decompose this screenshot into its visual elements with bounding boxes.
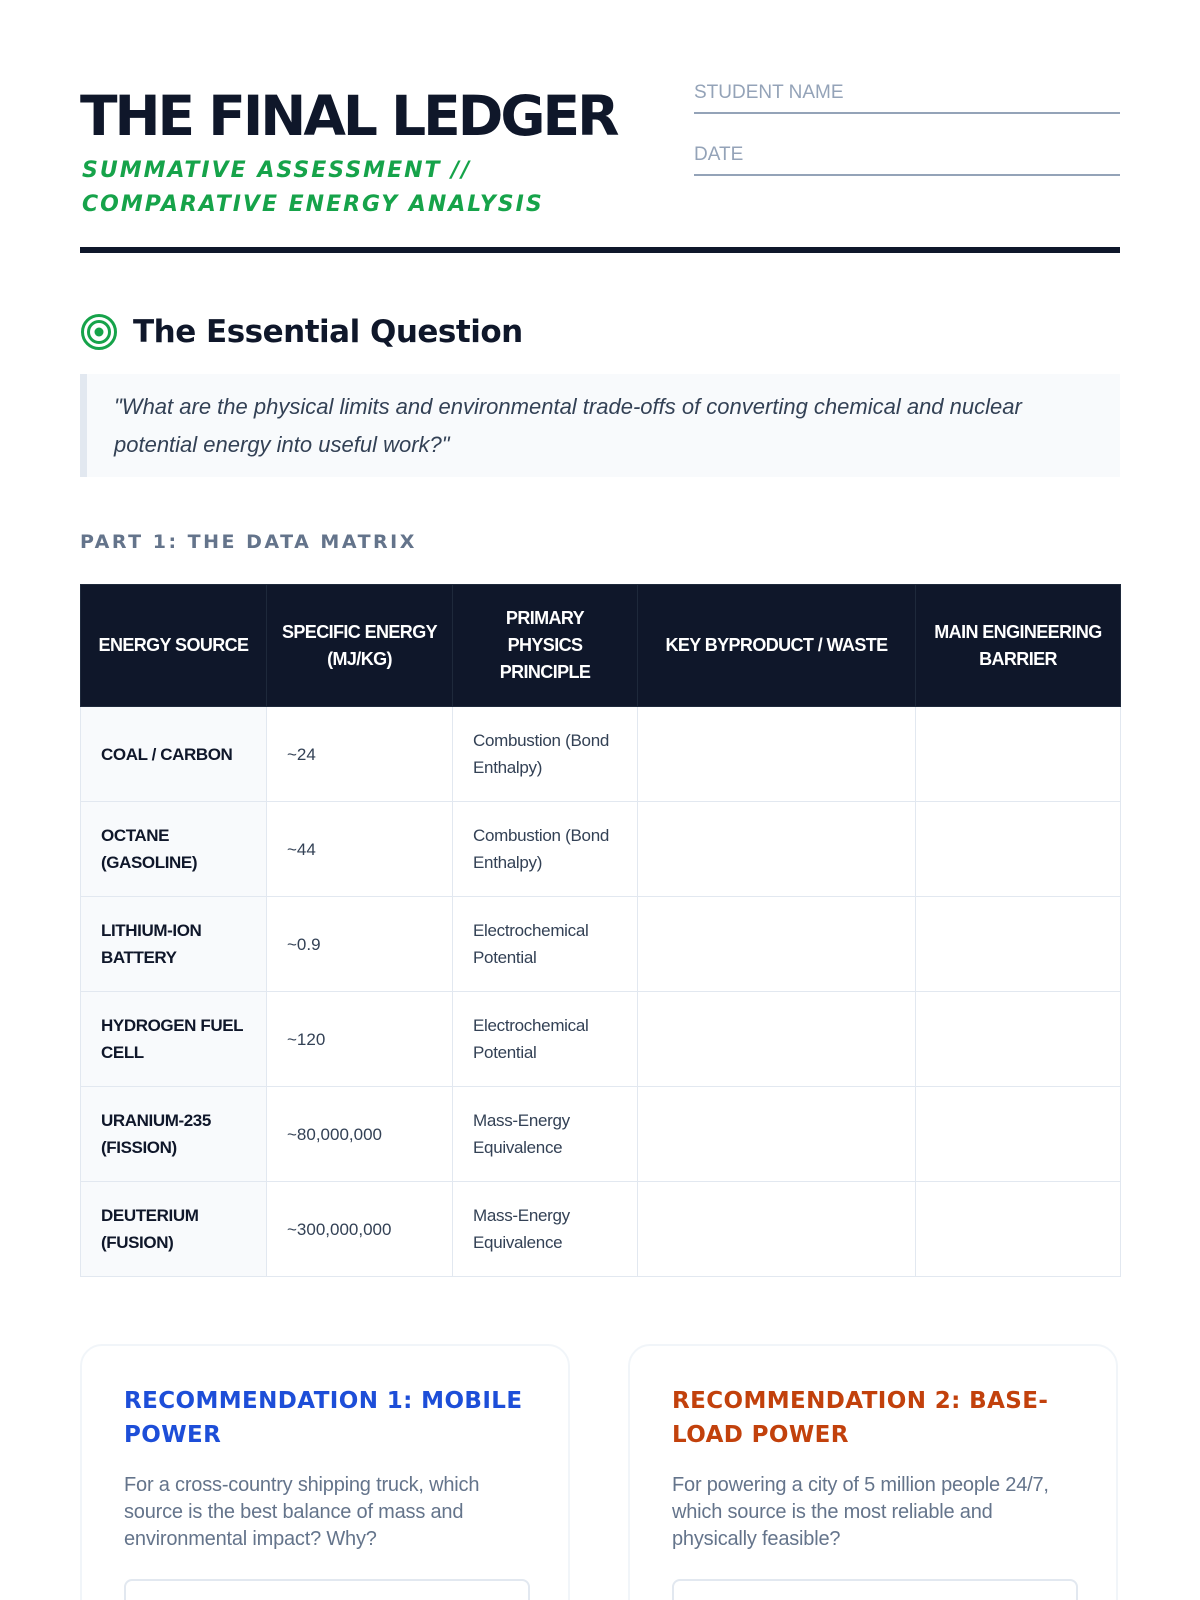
energy-source-cell: LITHIUM-ION BATTERY bbox=[81, 897, 267, 992]
data-matrix-table bbox=[80, 584, 1121, 1277]
table-header-row bbox=[81, 585, 1121, 707]
byproduct-input-cell[interactable] bbox=[638, 1182, 916, 1277]
recommendation-title: RECOMMENDATION 2: BASE-LOAD POWER bbox=[672, 1388, 1049, 1448]
physics-principle-cell: Mass-Energy Equivalence bbox=[453, 1087, 638, 1182]
worksheet-page bbox=[80, 0, 1120, 1550]
physics-principle-cell: Electrochemical Potential bbox=[453, 992, 638, 1087]
column-header: PRIMARY PHYSICS PRINCIPLE bbox=[453, 585, 638, 707]
essential-question-title: The Essential Question bbox=[133, 314, 523, 350]
student-name-label: STUDENT NAME bbox=[694, 82, 844, 103]
byproduct-input-cell[interactable] bbox=[638, 802, 916, 897]
energy-source-cell: HYDROGEN FUEL CELL bbox=[81, 992, 267, 1087]
byproduct-input-cell[interactable] bbox=[638, 992, 916, 1087]
table-row bbox=[81, 802, 1121, 897]
recommendation-title: RECOMMENDATION 1: MOBILE POWER bbox=[124, 1388, 523, 1448]
recommendation-answer-box[interactable] bbox=[124, 1579, 530, 1600]
recommendation-prompt: For powering a city of 5 million people 24/7, which source is the most reliable and physically feasible? bbox=[672, 1474, 1049, 1550]
table-row bbox=[81, 897, 1121, 992]
worksheet-header bbox=[80, 0, 1120, 253]
part1-label: PART 1: THE DATA MATRIX bbox=[80, 531, 417, 553]
student-name-field[interactable] bbox=[694, 84, 1120, 114]
recommendation-card-base-load-power bbox=[628, 1344, 1118, 1600]
specific-energy-cell: ~80,000,000 bbox=[267, 1087, 453, 1182]
recommendation-answer-box[interactable] bbox=[672, 1579, 1078, 1600]
specific-energy-cell: ~120 bbox=[267, 992, 453, 1087]
physics-principle-cell: Combustion (Bond Enthalpy) bbox=[453, 707, 638, 802]
target-icon bbox=[80, 313, 118, 351]
physics-principle-cell: Electrochemical Potential bbox=[453, 897, 638, 992]
table-row bbox=[81, 992, 1121, 1087]
barrier-input-cell[interactable] bbox=[916, 992, 1121, 1087]
column-header: SPECIFIC ENERGY (MJ/KG) bbox=[267, 585, 453, 707]
energy-source-cell: URANIUM-235 (FISSION) bbox=[81, 1087, 267, 1182]
specific-energy-cell: ~24 bbox=[267, 707, 453, 802]
page-subtitle: SUMMATIVE ASSESSMENT // COMPARATIVE ENERGY ANALYSIS bbox=[82, 158, 544, 217]
recommendation-card-mobile-power bbox=[80, 1344, 570, 1600]
column-header: KEY BYPRODUCT / WASTE bbox=[638, 585, 916, 707]
table-row bbox=[81, 1087, 1121, 1182]
physics-principle-cell: Combustion (Bond Enthalpy) bbox=[453, 802, 638, 897]
essential-question-heading bbox=[80, 310, 523, 354]
specific-energy-cell: ~0.9 bbox=[267, 897, 453, 992]
barrier-input-cell[interactable] bbox=[916, 802, 1121, 897]
barrier-input-cell[interactable] bbox=[916, 1087, 1121, 1182]
recommendation-prompt: For a cross-country shipping truck, which source is the best balance of mass and environmental impact? Why? bbox=[124, 1474, 480, 1550]
energy-source-cell: COAL / CARBON bbox=[81, 707, 267, 802]
byproduct-input-cell[interactable] bbox=[638, 897, 916, 992]
date-label: DATE bbox=[694, 144, 744, 165]
table-row bbox=[81, 1182, 1121, 1277]
column-header: MAIN ENGINEERING BARRIER bbox=[916, 585, 1121, 707]
barrier-input-cell[interactable] bbox=[916, 707, 1121, 802]
barrier-input-cell[interactable] bbox=[916, 1182, 1121, 1277]
byproduct-input-cell[interactable] bbox=[638, 1087, 916, 1182]
energy-source-cell: OCTANE (GASOLINE) bbox=[81, 802, 267, 897]
specific-energy-cell: ~300,000,000 bbox=[267, 1182, 453, 1277]
page-title: THE FINAL LEDGER bbox=[80, 84, 617, 148]
specific-energy-cell: ~44 bbox=[267, 802, 453, 897]
byproduct-input-cell[interactable] bbox=[638, 707, 916, 802]
energy-source-cell: DEUTERIUM (FUSION) bbox=[81, 1182, 267, 1277]
barrier-input-cell[interactable] bbox=[916, 897, 1121, 992]
date-field[interactable] bbox=[694, 146, 1120, 176]
table-row bbox=[81, 707, 1121, 802]
essential-question-quote: "What are the physical limits and environmental trade-offs of converting chemical and nuclear potential energy into useful work?" bbox=[80, 374, 1120, 477]
physics-principle-cell: Mass-Energy Equivalence bbox=[453, 1182, 638, 1277]
column-header: ENERGY SOURCE bbox=[81, 585, 267, 707]
